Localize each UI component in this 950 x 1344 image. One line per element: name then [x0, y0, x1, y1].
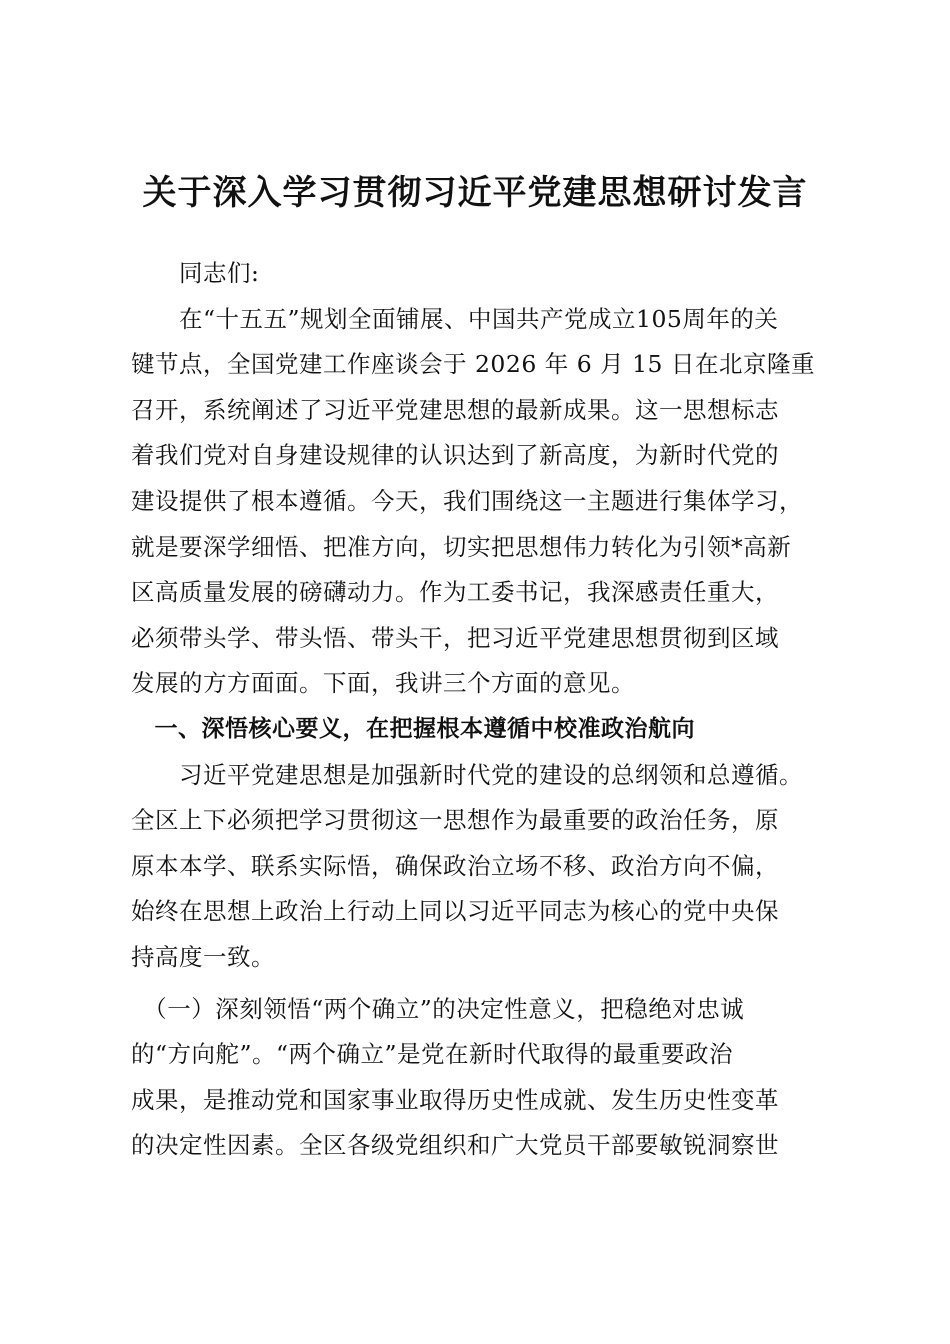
- text-line: （一）深刻领悟“两个确立”的决定性意义，把稳绝对忠诚: [131, 994, 745, 1023]
- text-line: 持高度一致。: [131, 942, 275, 971]
- text-line: 同志们:: [131, 259, 260, 287]
- text-line: 始终在思想上政治上行动上同以习近平同志为核心的党中央保: [131, 897, 779, 926]
- text-line: 全区上下必须把学习贯彻这一思想作为最重要的政治任务，原: [131, 806, 779, 835]
- text-line: 成果，是推动党和国家事业取得历史性成就、发生历史性变革: [131, 1085, 779, 1114]
- text-line: 键节点，全国党建工作座谈会于 2026 年 6 月 15 日在北京隆重: [131, 350, 815, 379]
- text-line: 在“十五五”规划全面铺展、中国共产党成立105周年的关: [131, 304, 779, 333]
- text-line: 区高质量发展的磅礴动力。作为工委书记，我深感责任重大，: [131, 578, 779, 607]
- document-body: [131, 251, 831, 1169]
- text-line: 建设提供了根本遵循。今天，我们围绕这一主题进行集体学习，: [131, 486, 803, 515]
- text-line: 召开，系统阐述了习近平党建思想的最新成果。这一思想标志: [131, 395, 779, 424]
- document-title: 关于深入学习贯彻习近平党建思想研讨发言: [142, 173, 808, 213]
- text-line: 的“方向舵”。“两个确立”是党在新时代取得的最重要政治: [131, 1040, 734, 1069]
- text-line: 必须带头学、带头悟、带头干，把习近平党建思想贯彻到区域: [131, 623, 779, 652]
- text-line: 的决定性因素。全区各级党组织和广大党员干部要敏锐洞察世: [131, 1131, 779, 1160]
- text-line: 习近平党建思想是加强新时代党的建设的总纲领和总遵循。: [131, 760, 803, 789]
- section-heading: 一、深悟核心要义，在把握根本遵循中校准政治航向: [131, 715, 695, 742]
- text-line: 原本本学、联系实际悟，确保政治立场不移、政治方向不偏，: [131, 851, 779, 880]
- text-line: 就是要深学细悟、把准方向，切实把思想伟力转化为引领*高新: [131, 532, 792, 561]
- text-line: 发展的方方面面。下面，我讲三个方面的意见。: [131, 669, 635, 698]
- text-line: 着我们党对自身建设规律的认识达到了新高度，为新时代党的: [131, 441, 779, 470]
